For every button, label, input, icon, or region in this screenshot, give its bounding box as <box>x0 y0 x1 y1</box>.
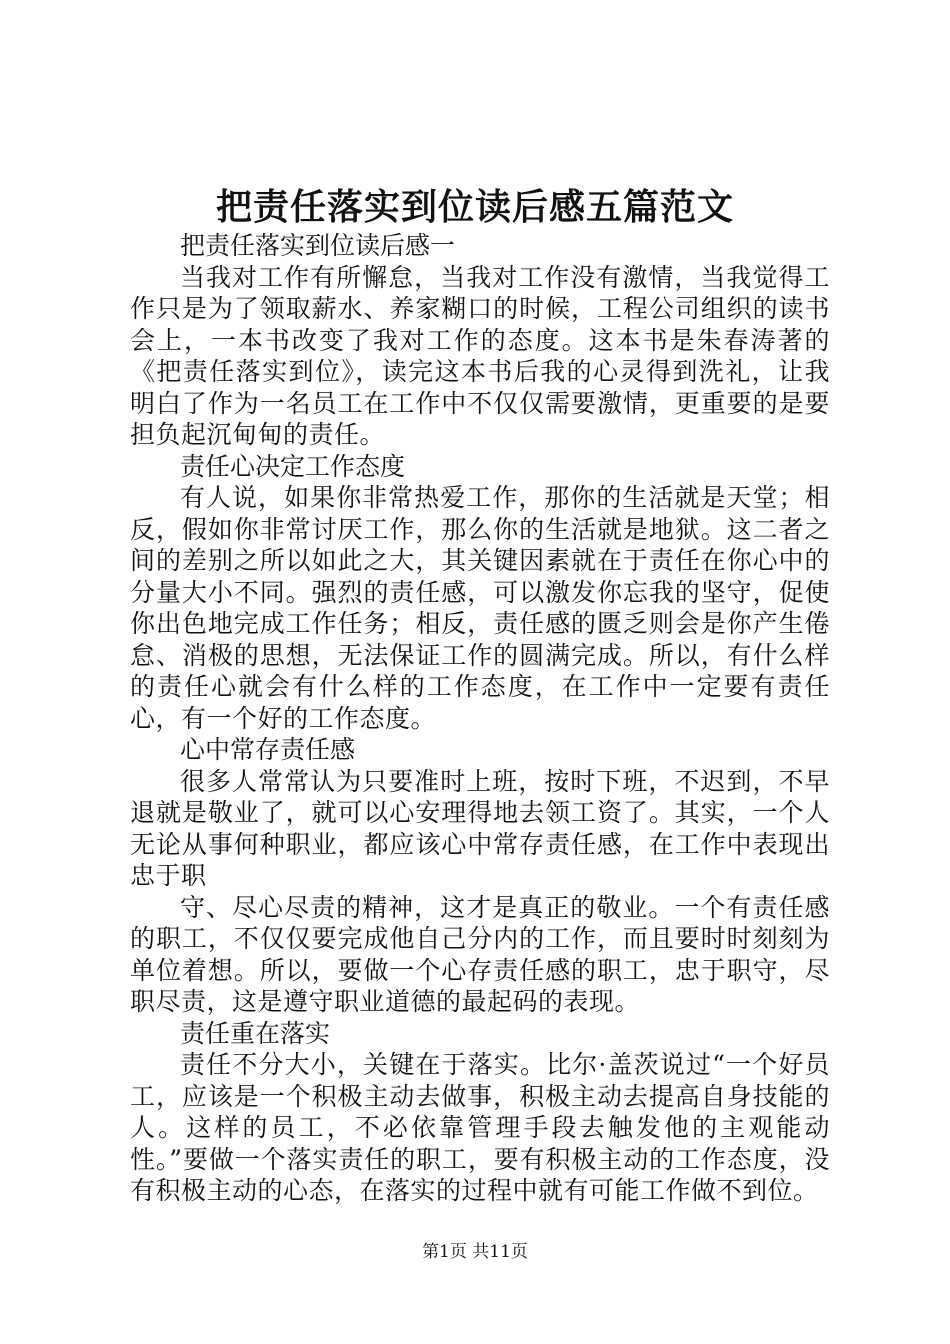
subsection-heading-1: 责任心决定工作态度 <box>180 451 406 481</box>
page-footer: 第1页 共11页 <box>422 1242 528 1262</box>
paragraph: 守、尽心尽责的精神，这才是真正的敬业。一个有责任感的职工，不仅仅要完成他自己分内的工作，而且要时时刻刻为单位着想。所以，要做一个心存责任感的职工，忠于职守，尽职尽责，这是遵守职业道德的最起码的表现。 <box>130 892 830 1016</box>
paragraph: 责任不分大小，关键在于落实。比尔·盖茨说过“一个好员工，应该是一个积极主动去做事，积极主动去提高自身技能的人。这样的员工，不必依靠管理手段去触发他的主观能动性。”要做一个落实责任的职工，要有积极主动的工作态度，没有积极主动的心态，在落实的过程中就有可能工作做不到位。 <box>130 1050 830 1205</box>
paragraph: 有人说，如果你非常热爱工作，那你的生活就是天堂；相反，假如你非常讨厌工作，那么你的生活就是地狱。这二者之间的差别之所以如此之大，其关键因素就在于责任在你心中的分量大小不同。强烈的责任感，可以激发你忘我的坚守，促使你出色地完成工作任务；相反，责任感的匮乏则会是你产生倦怠、消极的思想，无法保证工作的圆满完成。所以，有什么样的责任心就会有什么样的工作态度，在工作中一定要有责任心，有一个好的工作态度。 <box>130 483 830 733</box>
paragraph-intro: 当我对工作有所懈怠，当我对工作没有激情，当我觉得工作只是为了领取薪水、养家糊口的时候，工程公司组织的读书会上，一本书改变了我对工作的态度。这本书是朱春涛著的《把责任落实到位》，读完这本书后我的心灵得到洗礼，让我明白了作为一名员工在工作中不仅仅需要激情，更重要的是要担负起沉甸甸的责任。 <box>130 262 830 449</box>
subsection-heading-3: 责任重在落实 <box>180 1018 331 1048</box>
paragraph: 很多人常常认为只要准时上班，按时下班，不迟到，不早退就是敬业了，就可以心安理得地去领工资了。其实，一个人无论从事何种职业，都应该心中常存责任感，在工作中表现出忠于职 <box>130 766 830 890</box>
subsection-heading-2: 心中常存责任感 <box>180 735 356 764</box>
section-heading: 把责任落实到位读后感一 <box>180 231 456 260</box>
document-title: 把责任落实到位读后感五篇范文 <box>215 187 734 228</box>
document-body <box>130 230 830 1207</box>
